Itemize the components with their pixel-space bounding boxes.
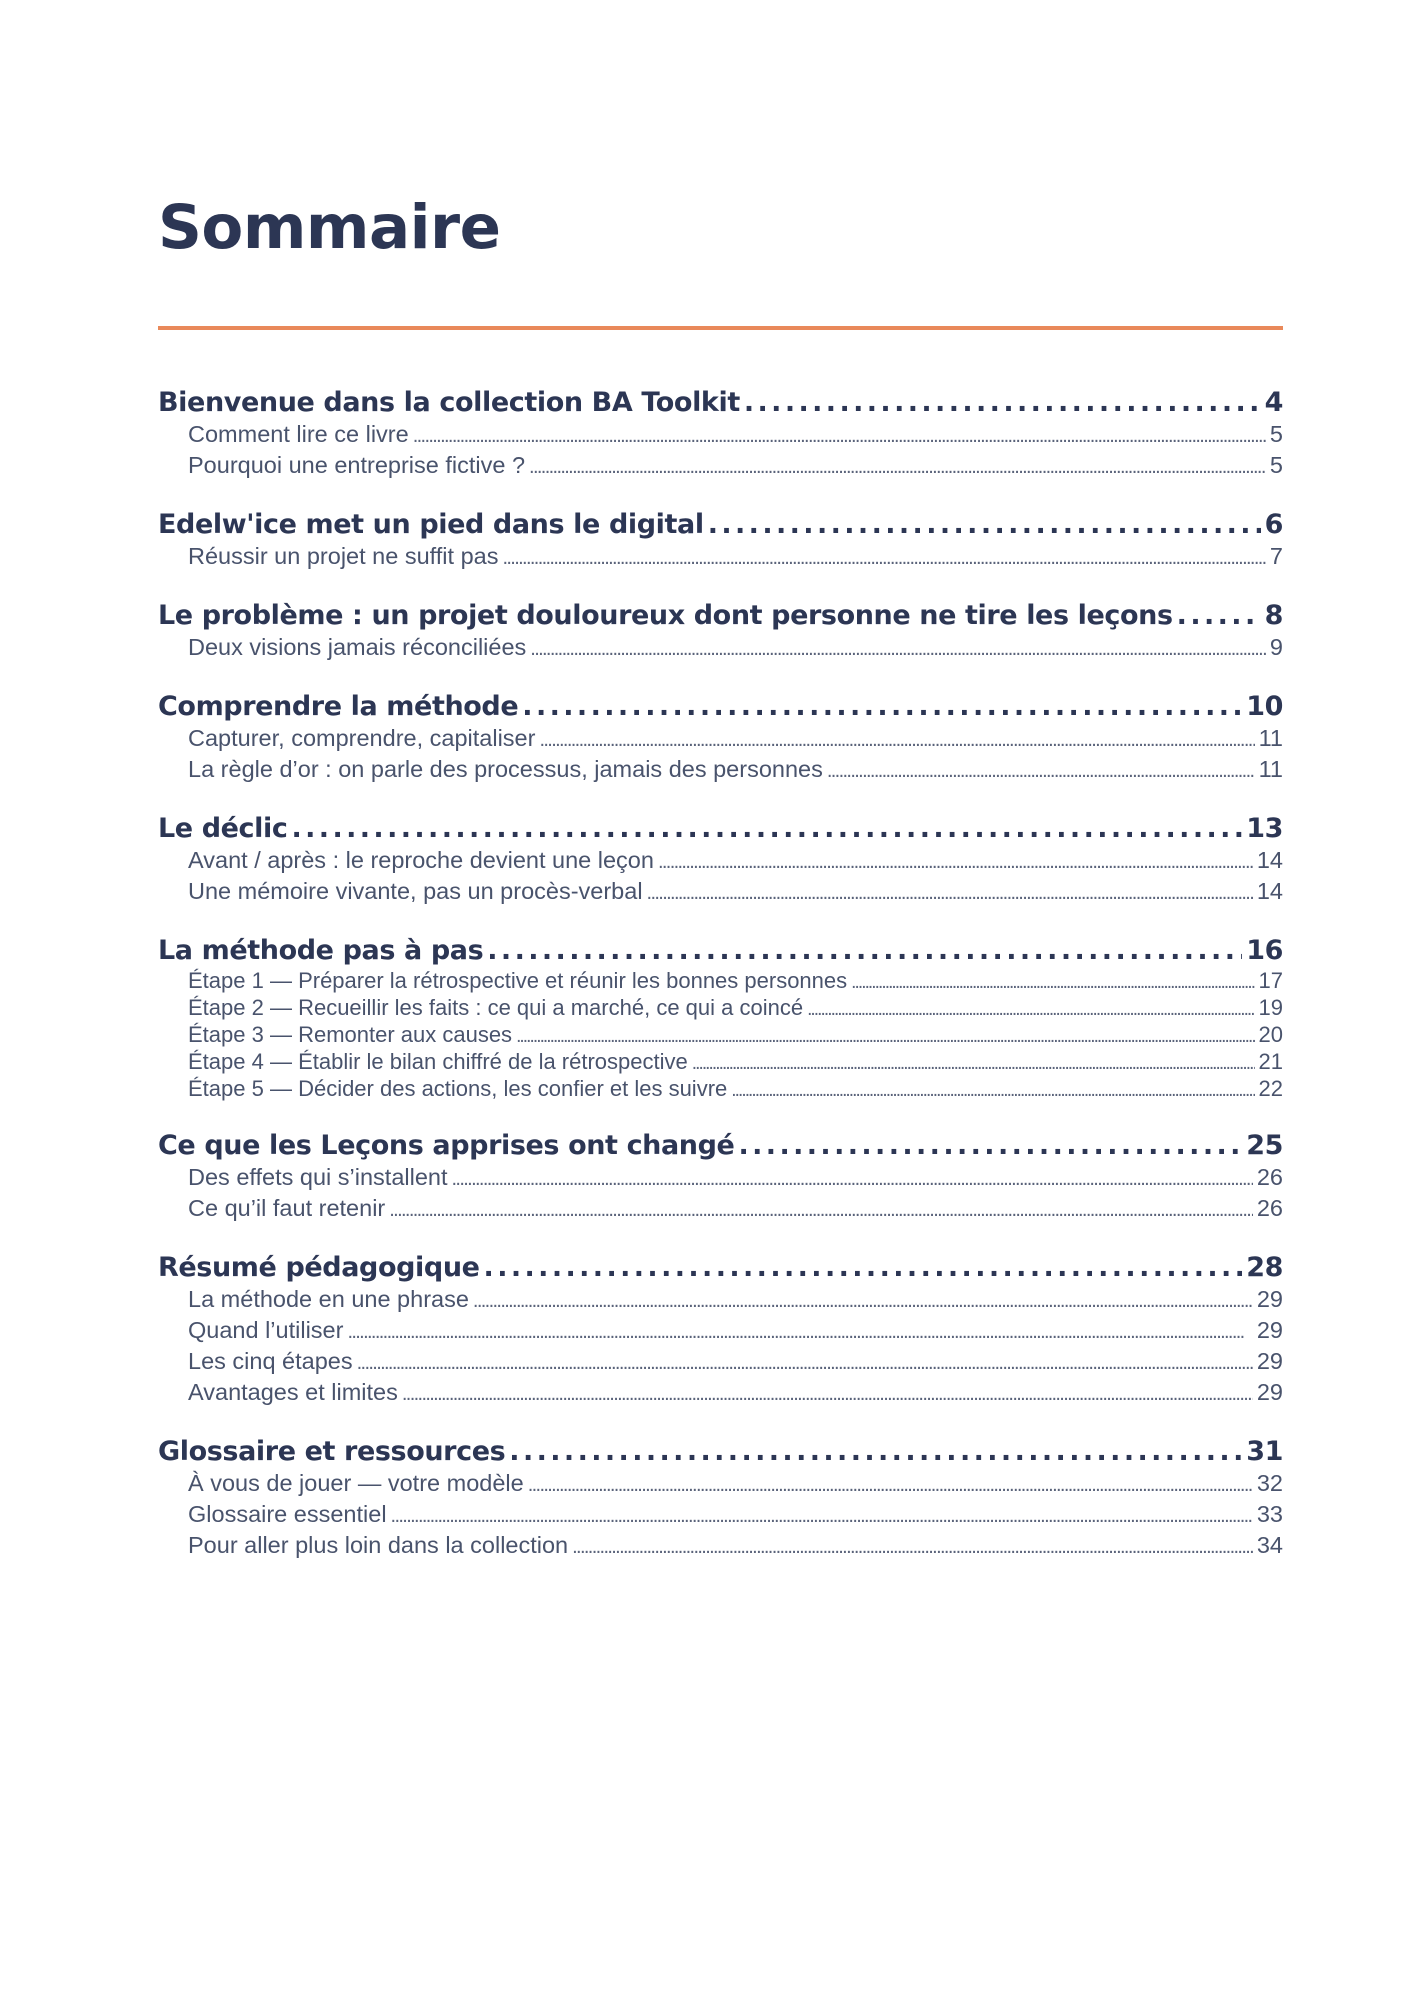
- dot-leader: [658, 848, 1253, 877]
- toc-section-title: Pour aller plus loin dans la collection: [188, 1532, 569, 1558]
- toc-section-page: 26: [1256, 1195, 1283, 1221]
- toc-section-page: 34: [1256, 1532, 1283, 1558]
- toc-step-title: Étape 5 — Décider des actions, les confier et les suivre: [188, 1076, 728, 1101]
- toc-chapter-page: 31: [1246, 1436, 1283, 1467]
- toc-chapter-title: Résumé pédagogique: [158, 1252, 480, 1283]
- toc-section-entry[interactable]: [158, 1531, 1283, 1562]
- toc-section-entry[interactable]: [158, 420, 1283, 451]
- toc-section-page: 7: [1269, 543, 1283, 569]
- page-title: Sommaire: [158, 192, 501, 263]
- dot-leader: [291, 812, 1242, 846]
- dot-leader: [402, 1380, 1253, 1409]
- toc-chapter-title: Ce que les Leçons apprises ont changé: [158, 1130, 735, 1161]
- toc-step-entry[interactable]: [158, 1049, 1283, 1076]
- toc-section-entry[interactable]: [158, 633, 1283, 664]
- toc-section-title: Avantages et limites: [188, 1379, 398, 1405]
- toc-chapter-entry[interactable]: [158, 1251, 1283, 1285]
- dot-leader: [1177, 599, 1261, 633]
- toc-step-entry[interactable]: [158, 1022, 1283, 1049]
- toc-chapter-entry[interactable]: [158, 812, 1283, 846]
- toc-chapter-title: Le déclic: [158, 813, 288, 844]
- toc-chapter: [158, 1129, 1283, 1225]
- toc-chapter-entry[interactable]: [158, 1435, 1283, 1469]
- toc-section-title: Réussir un projet ne suffit pas: [188, 543, 499, 569]
- toc-step-title: Étape 3 — Remonter aux causes: [188, 1022, 513, 1047]
- dot-leader: [452, 1165, 1253, 1194]
- toc-section-page: 5: [1269, 452, 1283, 478]
- toc-section-title: Des effets qui s’installent: [188, 1164, 448, 1190]
- toc-step-title: Étape 1 — Préparer la rétrospective et réunir les bonnes personnes: [188, 968, 848, 993]
- toc-chapter-title: Comprendre la méthode: [158, 691, 519, 722]
- toc-chapter-title: Le problème : un projet douloureux dont personne ne tire les leçons: [158, 600, 1173, 631]
- toc-section-entry[interactable]: [158, 1316, 1283, 1347]
- toc-section-page: 5: [1269, 421, 1283, 447]
- dot-leader: [413, 422, 1266, 451]
- toc-section-page: 9: [1269, 634, 1283, 660]
- dot-leader: [391, 1502, 1253, 1531]
- toc-section-title: Capturer, comprendre, capitaliser: [188, 725, 536, 751]
- toc-chapter: [158, 508, 1283, 573]
- toc-section-title: Avant / après : le reproche devient une leçon: [188, 847, 654, 873]
- toc-chapter-page: 6: [1264, 509, 1283, 540]
- toc-chapter: [158, 1251, 1283, 1409]
- toc-step-page: 21: [1258, 1049, 1283, 1074]
- toc-section-entry[interactable]: [158, 1285, 1283, 1316]
- dot-leader: [473, 1287, 1253, 1316]
- toc-section-page: 11: [1258, 756, 1283, 782]
- toc-section-title: Deux visions jamais réconciliées: [188, 634, 527, 660]
- toc-chapter-entry[interactable]: [158, 386, 1283, 420]
- table-of-contents: [158, 386, 1283, 1562]
- toc-step-title: Étape 2 — Recueillir les faits : ce qui a marché, ce qui a coincé: [188, 995, 804, 1020]
- toc-chapter-entry[interactable]: [158, 599, 1283, 633]
- toc-section-page: 29: [1256, 1317, 1283, 1343]
- toc-chapter: [158, 812, 1283, 908]
- toc-section-entry[interactable]: [158, 1347, 1283, 1378]
- toc-section-entry[interactable]: [158, 877, 1283, 908]
- dot-leader: [744, 386, 1261, 420]
- title-divider: [158, 326, 1283, 330]
- dot-leader: [484, 1251, 1243, 1285]
- toc-chapter-entry[interactable]: [158, 508, 1283, 542]
- toc-chapter-entry[interactable]: [158, 1129, 1283, 1163]
- toc-chapter: [158, 690, 1283, 786]
- dot-leader: [708, 508, 1261, 542]
- dot-leader: [528, 1471, 1253, 1500]
- dot-leader: [487, 934, 1242, 968]
- toc-chapter-title: Edelw'ice met un pied dans le digital: [158, 509, 704, 540]
- toc-section-title: Les cinq étapes: [188, 1348, 353, 1374]
- toc-section-title: À vous de jouer — votre modèle: [188, 1470, 524, 1496]
- toc-section-page: 33: [1256, 1501, 1283, 1527]
- dot-leader: [516, 1024, 1254, 1049]
- toc-step-page: 20: [1258, 1022, 1283, 1047]
- toc-section-title: La méthode en une phrase: [188, 1286, 469, 1312]
- toc-section-title: Quand l’utiliser: [188, 1317, 344, 1343]
- dot-leader: [529, 453, 1266, 482]
- dot-leader: [389, 1196, 1253, 1225]
- toc-chapter-entry[interactable]: [158, 934, 1283, 968]
- toc-chapter-title: Bienvenue dans la collection BA Toolkit: [158, 387, 740, 418]
- toc-chapter-page: 13: [1246, 813, 1283, 844]
- toc-section-entry[interactable]: [158, 542, 1283, 573]
- toc-step-entry[interactable]: [158, 995, 1283, 1022]
- toc-section-page: 29: [1256, 1348, 1283, 1374]
- toc-section-title: Glossaire essentiel: [188, 1501, 387, 1527]
- dot-leader: [522, 690, 1242, 724]
- dot-leader: [692, 1051, 1255, 1076]
- toc-section-page: 29: [1256, 1286, 1283, 1312]
- toc-chapter-page: 28: [1246, 1252, 1283, 1283]
- toc-chapter: [158, 934, 1283, 1103]
- dot-leader: [530, 635, 1266, 664]
- dot-leader: [738, 1129, 1242, 1163]
- dot-leader: [647, 879, 1253, 908]
- toc-chapter-page: 10: [1246, 691, 1283, 722]
- dot-leader: [509, 1435, 1242, 1469]
- toc-chapter-page: 25: [1246, 1130, 1283, 1161]
- toc-step-entry[interactable]: [158, 1076, 1283, 1103]
- toc-section-page: 11: [1258, 725, 1283, 751]
- toc-section-entry[interactable]: [158, 1163, 1283, 1194]
- dot-leader: [851, 970, 1254, 995]
- toc-section-page: 14: [1256, 878, 1283, 904]
- toc-chapter: [158, 386, 1283, 482]
- toc-section-entry[interactable]: [158, 1378, 1283, 1409]
- dot-leader: [357, 1349, 1253, 1378]
- toc-step-title: Étape 4 — Établir le bilan chiffré de la rétrospective: [188, 1049, 688, 1074]
- toc-section-entry[interactable]: [158, 451, 1283, 482]
- dot-leader: [347, 1318, 1252, 1347]
- toc-step-entry[interactable]: [158, 968, 1283, 995]
- dot-leader: [539, 726, 1254, 755]
- toc-section-page: 26: [1256, 1164, 1283, 1190]
- toc-chapter-title: La méthode pas à pas: [158, 935, 484, 966]
- toc-chapter-entry[interactable]: [158, 690, 1283, 724]
- dot-leader: [827, 757, 1255, 786]
- toc-section-entry[interactable]: [158, 724, 1283, 755]
- toc-section-title: Une mémoire vivante, pas un procès-verbal: [188, 878, 643, 904]
- toc-section-page: 14: [1256, 847, 1283, 873]
- toc-chapter: [158, 1435, 1283, 1562]
- toc-section-entry[interactable]: [158, 1469, 1283, 1500]
- toc-step-page: 17: [1258, 968, 1283, 993]
- toc-section-title: La règle d’or : on parle des processus, jamais des personnes: [188, 756, 823, 782]
- toc-chapter-title: Glossaire et ressources: [158, 1436, 506, 1467]
- toc-section-entry[interactable]: [158, 1194, 1283, 1225]
- dot-leader: [572, 1533, 1253, 1562]
- toc-step-page: 19: [1258, 995, 1283, 1020]
- toc-section-title: Comment lire ce livre: [188, 421, 409, 447]
- toc-chapter-page: 4: [1264, 387, 1283, 418]
- toc-step-page: 22: [1258, 1076, 1283, 1101]
- toc-chapter: [158, 599, 1283, 664]
- toc-chapter-page: 16: [1246, 935, 1283, 966]
- toc-section-entry[interactable]: [158, 1500, 1283, 1531]
- dot-leader: [502, 544, 1265, 573]
- toc-section-entry[interactable]: [158, 755, 1283, 786]
- toc-section-entry[interactable]: [158, 846, 1283, 877]
- toc-section-page: 32: [1256, 1470, 1283, 1496]
- dot-leader: [731, 1078, 1254, 1103]
- toc-section-title: Pourquoi une entreprise fictive ?: [188, 452, 526, 478]
- toc-section-page: 29: [1256, 1379, 1283, 1405]
- dot-leader: [807, 997, 1254, 1022]
- toc-chapter-page: 8: [1264, 600, 1283, 631]
- toc-section-title: Ce qu’il faut retenir: [188, 1195, 386, 1221]
